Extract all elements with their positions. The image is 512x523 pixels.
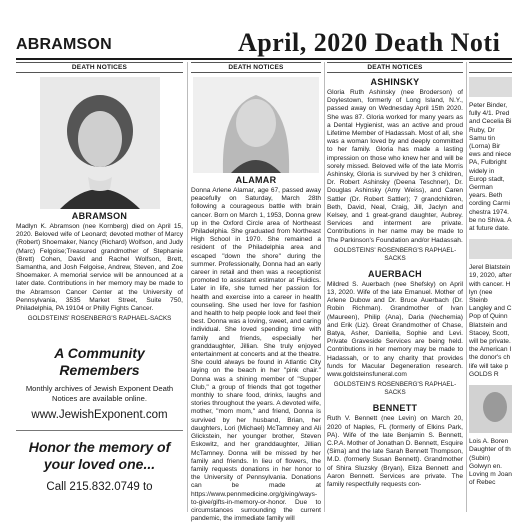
portrait-photo-abramson: [40, 77, 160, 209]
column-divider: [324, 62, 325, 512]
funeral-home-signature: GOLDSTEINS' ROSENBERG'S RAPHAEL-SACKS: [27, 315, 172, 323]
section-name: ABRAMSON: [16, 36, 112, 53]
obituary-text-partial: Peter Binder, fully 4/1. Pred and Cecelia Bi Ruby, Dr Samu tin (Lorna) Bir ews and niece PA, Fulbright widely in Europ stadt, German years. Beth cording Carmi chestra 1974. be no Shiva. A at future date.: [469, 102, 512, 233]
obituary-name: ASHINSKY: [370, 77, 420, 87]
obituary-bennett: [327, 403, 463, 489]
obituary-auerbach: [327, 269, 463, 397]
promo-honor-memory: [16, 439, 183, 493]
obituary-text: Madlyn K. Abramson (nee Kornberg) died on April 15, 2020. Beloved wife of Leonard; devoted mother of Marcy (Robert) Shoemaker, Nancy (Richard) Wolfson, and Judy (Marc) Felgoise;Treasured grandmother of Stephanie (Brett) Cohen, David and Rachel Wolfson, Brett, Samantha, and Josh Felgoise, Andrew, Steven, and Zoe Shoemaker. A memorial service will be announced at a later date. Contributions in her memory may be made to the Abramson Cancer Center at the University of Pennsylvania, 3535 Market Street, Suite 750, Philadelphia, PA 19104 or Philly Fights Cancer.: [16, 223, 183, 313]
obituary-ashinsky: [327, 77, 463, 263]
funeral-home-signature: GOLDSTEINS' ROSENBERG'S RAPHAEL-SACKS: [333, 246, 457, 262]
obituary-name: ABRAMSON: [71, 211, 128, 221]
obituary-text: Ruth V. Bennett (nee Levin) on March 20, 2020 of Naples, FL (formerly of Elkins Park, PA). Wife of the late Benjamin S. Bennett, C.P.A. Mother of Jonathan D. Bennett, Esquire (Sima) and the late Sarah Bennett Thompson, M.D. (formerly Susan Bennett). Grandmother of Shira Sluzsky (Bryan), Eliza Bennett and Aaron Bennett. Services are private. The family respectfully requests con-: [327, 415, 463, 488]
column-4-partial: [469, 62, 512, 512]
obituary-name: ALAMAR: [235, 175, 277, 185]
portrait-photo-partial: [469, 385, 512, 433]
column-header: DEATH NOTICES: [327, 62, 463, 73]
column-divider: [466, 62, 467, 512]
promo-divider: [16, 430, 183, 431]
promo-text: Monthly archives of Jewish Exponent Death Notices are available online.: [25, 384, 174, 404]
column-2: [191, 62, 321, 523]
column-header: DEATH NOTICES: [191, 62, 321, 73]
obituary-abramson: [16, 77, 183, 323]
obituary-text-partial: Lois A. Boren Daughter of th (Subin) Golwyn en. Loving m Joan of Rebec: [469, 438, 512, 487]
obituary-text: Mildred S. Auerbach (nee Shefsky) on April 13, 2020. Wife of the late Emanuel. Mother of Arlene Dubow and Dr. Bruce Auerbach (Dr. Robin Richman). Grandmother of Ivan (Maureen), Philip (Ana), Daria (Nechemia) and Erik (Liz). Great Grandmother of Chase, Batya, Asher, Daniella, Sophie and Levi. Private Graveside Services are being held. Contributions in her memory may be made to Hadassah, or to any charity that provides funds for Macular Degeneration research. www.goldsteinsfuneral.com: [327, 280, 463, 379]
column-1: [16, 62, 183, 512]
promo-url[interactable]: www.JewishExponent.com: [31, 409, 168, 422]
obituary-text: Donna Arlene Alamar, age 67, passed away peacefully on Saturday, March 28th following a courageous battle with brain cancer. Born on March 1, 1953, Donna grew up in the Oxford Circle area of Northeast Philadelphia. She graduated from Northeast High School in 1970. She remained a resident of the Philadelphia area and escaped "down the shore" during the summer. Professionally, Donna had an early career in retail and then was a receptionist promoted to assistant estimator at Fluidics. Later in life, she turned her passion for health and exercise into a career in health counseling. She used her love for fashion and health to help people look and feel their best. Donna was a loving, sweet, and caring individual. She loved spending time with family and friends, especially her granddaughter, Jillian. She truly enjoyed entertainment at concerts and at the theatre. She could always be found in Atlantic City laying on the beach in her "pink chair." Donna was a shining member of "Supper Club," a group of friends that got together monthly to share food, drinks, laughs and stories throughout the years. A devoted wife, mother, "mom mom," and friend, Donna is survived by her husband, Brian, her daughters, Lori (Michael) McTamney and Ali Glickstein, her younger brother, Steven Eskowitz, and her granddaughter, Jillian McTamney. Donna will be missed by her family and friends. In lieu of flowers, the family requests donations in her honor to the University of Pennsylvania. Donations can be made at https://www.pennmedicine.org/giving/ways-to-give/gifts-in-memory-or-honor. Due to circumstances surrounding the current pandemic, the immediate family will: [191, 187, 321, 523]
promo-call: Call 215.832.0749 to: [46, 481, 153, 494]
page-title: April, 2020 Death Noti: [238, 28, 501, 57]
header-rule: [16, 58, 512, 60]
obituary-name: BENNETT: [372, 403, 418, 414]
column-divider: [187, 62, 188, 512]
funeral-home-signature: GOLDSTEIN'S ROSENBERG'S RAPHAEL-SACKS: [333, 381, 457, 397]
promo-title: A Community Remembers: [54, 345, 145, 379]
obituary-alamar: [191, 77, 321, 523]
promo-title: Honor the memory of your loved one...: [28, 439, 171, 473]
column-header: DEATH NOTICES: [16, 62, 183, 73]
column-header: [469, 62, 512, 73]
portrait-photo-partial: [469, 77, 512, 97]
portrait-photo-partial: [469, 239, 512, 259]
obituary-text-partial: Jerel Blatstein 19, 2020, after with cancer. H lyn (nee Steinb Langley and C Pop of Quinn Blatstein and Stacey, Scott, will be private. the American I the donor's ch life will take p GOLDS R: [469, 264, 512, 378]
obituary-text: Gloria Ruth Ashinsky (nee Broderson) of Doylestown, formerly of Long Island, N.Y., passed away on Wednesday April 15th 2020. She was 87. Gloria worked for many years as a Dental Hygienist, was an active and proud Lifetime Member of Hadassah. Most of all, she was a woman loved by and deeply committed to her family. Gloria has made a lasting impression on those who knew her and will be sorely missed. Beloved wife of the late Morris Ashinsky, Gloria is survived by her 3 children, Dr. Robert Ashinsky (Deena Teschner), Dr. Douglas Ashinsky (Amy Weiss), and Caren Sattler (Dr. Robert Sattler); 7 grandchildren, Beth, David, Neal, Craig, Jill, Jaclyn and Kelsey, and 1 great-grand daughter, Aubrey. Services and interment are private. Contributions in her name may be made to The Parkinson's Foundation and/or Hadassah.: [327, 89, 463, 244]
promo-community-remembers: [16, 345, 183, 421]
column-3: [327, 62, 463, 512]
portrait-photo-alamar: [193, 77, 319, 173]
obituary-name: AUERBACH: [368, 268, 422, 279]
